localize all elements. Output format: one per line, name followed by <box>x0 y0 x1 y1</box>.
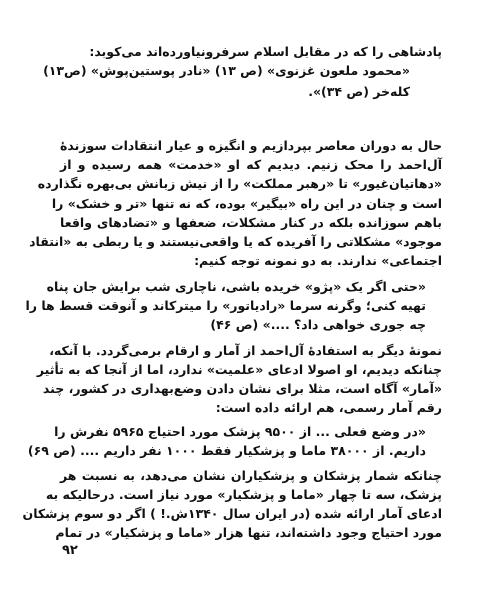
text-line: باهم سوزانده بلکه در کنار مشکلات، ضعفها و «تضادهای واقعا <box>60 215 442 230</box>
quote-line: چه جوری خواهی داد؟ ....» (ص ۴۶) <box>210 317 426 332</box>
text-line: پادشاهی را که در مقابل اسلام سرفرونیاورده‌اند می‌کوبد: <box>89 44 442 59</box>
quote-line: «حتی اگر یک «پژو» خریده باشی، ناچاری شب برایش جان پناه <box>46 279 426 294</box>
text-line: کله‌خر (ص ۳۴)». <box>308 84 410 99</box>
page-number: ۹۲ <box>62 543 78 558</box>
text-line: نمونهٔ دیگر به استفادهٔ آل‌احمد از آمار و ارقام برمی‌گردد. با آنکه، <box>49 343 442 358</box>
text-line: پزشک، سه تا چهار «ماما و پزشکیار» مورد نیاز است. درحالیکه به <box>45 487 442 502</box>
text-line: رقم آمار رسمی، هم ارائه داده است: <box>215 400 442 415</box>
text-line: «دهاتیان‌غیور» تا «رهبر مملکت» را از نیش زبانش بی‌بهره نگذارده <box>37 176 442 191</box>
text-line: اجتماعی» ندارند. به دو نمونه توجه کنیم: <box>194 253 442 268</box>
text-line: «محمود ملعون غزنوی» (ص ۱۳) «نادر پوستین‌پوش» (ص۱۳) <box>43 63 410 78</box>
quote-line: تهیه کنی؛ وگرنه سرما «رادیاتور» را میترکاند و آنوقت قسط ها را <box>25 298 426 313</box>
quote-line: داریم. از ۳۸۰۰۰ ماما و پزشکیار فقط ۱۰۰۰ نفر داریم .... (ص ۶۹) <box>27 443 426 458</box>
text-line: موجود» مشکلاتی را آفریده که یا واقعی‌نیستند و یا ربطی به «انتقاد <box>29 234 442 249</box>
text-line: چنانکه شمار پزشکان و پزشکیاران نشان می‌دهد، به نسبت هر <box>60 468 442 483</box>
text-line: مورد احتیاج وجود داشته‌اند، تنها هزار «ماما و پزشکیار» در تمام <box>55 525 442 540</box>
quote-line: «در وضع فعلی ... از ۹۵۰۰ پزشک مورد احتیاج ۵۹۶۵ نفرش را <box>54 424 426 439</box>
text-line: است و چنان در این راه «بیگیر» بوده، که نه تنها «تر و خشک» را <box>51 196 442 211</box>
text-line: «آمار» آگاه است، مثلا برای نشان دادن وضع‌بهداری در کشور، چند <box>42 381 442 396</box>
text-line: چنانکه دیدیم، او اصولا ادعای «علمیت» ندارد، اما از آنجا که به تأثیر <box>36 362 442 377</box>
text-line: حال به دوران معاصر بپردازیم و انگیزه و عیار انتقادات سوزندهٔ <box>60 138 442 153</box>
text-line: آل‌احمد را محک زنیم. دیدیم که او «خدمت» همه رسیده و از <box>60 157 442 172</box>
text-line: ادعای آمار ارائه شده (در ایران سال ۱۳۴۰ش.! ) اگر دو سوم پزشکان <box>22 506 442 521</box>
